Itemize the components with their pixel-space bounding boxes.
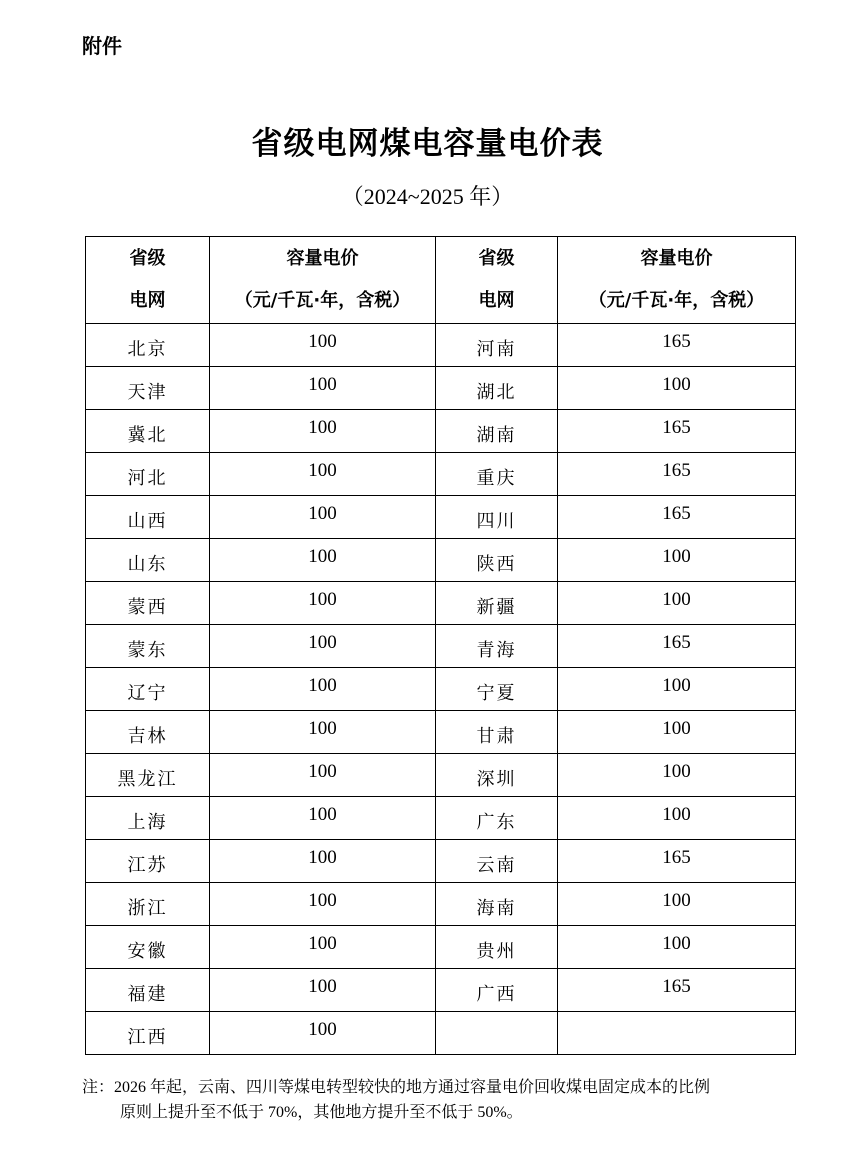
footnote — [82, 1075, 802, 1125]
footnote-line1: 注：2026 年起，云南、四川等煤电转型较快的地方通过容量电价回收煤电固定成本的比例 — [82, 1079, 711, 1096]
grid-name-cell: 广东 — [436, 797, 558, 840]
footnote-line2: 原则上提升至不低于 70%，其他地方提升至不低于 50%。 — [120, 1104, 523, 1121]
capacity-price-cell: 100 — [558, 711, 796, 754]
capacity-price-cell: 165 — [558, 969, 796, 1012]
header-price-line1: 容量电价 — [286, 248, 359, 269]
grid-name-cell: 辽宁 — [86, 668, 210, 711]
grid-name-cell: 重庆 — [436, 453, 558, 496]
table-header — [86, 237, 796, 324]
capacity-price-cell: 100 — [210, 840, 436, 883]
document-subtitle: （2024~2025 年） — [341, 184, 514, 209]
capacity-price-cell: 100 — [210, 754, 436, 797]
table-row — [86, 582, 796, 625]
table-row — [86, 926, 796, 969]
grid-name-cell: 山东 — [86, 539, 210, 582]
grid-name-cell: 湖南 — [436, 410, 558, 453]
header-grid-line2: 电网 — [478, 290, 515, 311]
capacity-price-cell: 165 — [558, 840, 796, 883]
capacity-price-cell: 100 — [210, 969, 436, 1012]
header-row — [86, 237, 796, 324]
grid-name-cell: 江苏 — [86, 840, 210, 883]
capacity-price-cell: 100 — [210, 539, 436, 582]
grid-name-cell: 广西 — [436, 969, 558, 1012]
table-row — [86, 711, 796, 754]
capacity-price-cell: 100 — [558, 539, 796, 582]
grid-name-cell: 浙江 — [86, 883, 210, 926]
capacity-price-cell: 100 — [210, 668, 436, 711]
capacity-price-cell: 100 — [210, 926, 436, 969]
capacity-price-cell: 100 — [210, 496, 436, 539]
grid-name-cell: 蒙西 — [86, 582, 210, 625]
grid-name-cell — [436, 1012, 558, 1055]
grid-name-cell: 新疆 — [436, 582, 558, 625]
header-grid-left — [86, 237, 210, 324]
header-price-line2: （元/千瓦·年，含税） — [588, 290, 765, 311]
header-grid-right — [436, 237, 558, 324]
capacity-price-cell: 100 — [558, 926, 796, 969]
capacity-price-cell: 100 — [210, 1012, 436, 1055]
capacity-price-table — [85, 236, 796, 1055]
grid-name-cell: 北京 — [86, 324, 210, 367]
grid-name-cell: 山西 — [86, 496, 210, 539]
capacity-price-cell: 100 — [558, 367, 796, 410]
capacity-price-cell: 100 — [210, 410, 436, 453]
header-price-left — [210, 237, 436, 324]
capacity-price-cell: 100 — [210, 883, 436, 926]
grid-name-cell: 云南 — [436, 840, 558, 883]
grid-name-cell: 湖北 — [436, 367, 558, 410]
grid-name-cell: 宁夏 — [436, 668, 558, 711]
grid-name-cell: 甘肃 — [436, 711, 558, 754]
table-row — [86, 797, 796, 840]
table-body — [86, 324, 796, 1055]
capacity-price-cell: 100 — [210, 453, 436, 496]
document-title: 省级电网煤电容量电价表 — [251, 126, 604, 162]
grid-name-cell: 冀北 — [86, 410, 210, 453]
capacity-price-cell: 100 — [210, 711, 436, 754]
grid-name-cell: 深圳 — [436, 754, 558, 797]
table-row — [86, 1012, 796, 1055]
capacity-price-cell: 165 — [558, 410, 796, 453]
table-row — [86, 754, 796, 797]
table-row — [86, 496, 796, 539]
grid-name-cell: 蒙东 — [86, 625, 210, 668]
header-grid-line1: 省级 — [478, 248, 515, 269]
capacity-price-cell: 100 — [210, 324, 436, 367]
table-row — [86, 367, 796, 410]
capacity-price-cell: 100 — [558, 797, 796, 840]
grid-name-cell: 陕西 — [436, 539, 558, 582]
grid-name-cell: 福建 — [86, 969, 210, 1012]
capacity-price-cell: 100 — [558, 668, 796, 711]
header-price-line2: （元/千瓦·年，含税） — [234, 290, 411, 311]
capacity-price-cell — [558, 1012, 796, 1055]
table-row — [86, 668, 796, 711]
table-row — [86, 840, 796, 883]
table-row — [86, 625, 796, 668]
grid-name-cell: 青海 — [436, 625, 558, 668]
capacity-price-cell: 100 — [210, 625, 436, 668]
table-row — [86, 539, 796, 582]
grid-name-cell: 黑龙江 — [86, 754, 210, 797]
capacity-price-cell: 100 — [210, 367, 436, 410]
capacity-price-cell: 165 — [558, 496, 796, 539]
capacity-price-cell: 165 — [558, 324, 796, 367]
capacity-price-cell: 165 — [558, 625, 796, 668]
attachment-label: 附件 — [82, 34, 122, 58]
table-row — [86, 883, 796, 926]
header-grid-line1: 省级 — [129, 248, 166, 269]
capacity-price-cell: 100 — [210, 797, 436, 840]
capacity-price-cell: 165 — [558, 453, 796, 496]
capacity-price-cell: 100 — [558, 883, 796, 926]
capacity-price-cell: 100 — [558, 582, 796, 625]
header-price-line1: 容量电价 — [640, 248, 713, 269]
grid-name-cell: 四川 — [436, 496, 558, 539]
table-row — [86, 410, 796, 453]
capacity-price-cell: 100 — [210, 582, 436, 625]
capacity-price-cell: 100 — [558, 754, 796, 797]
grid-name-cell: 河北 — [86, 453, 210, 496]
table-row — [86, 453, 796, 496]
grid-name-cell: 河南 — [436, 324, 558, 367]
header-price-right — [558, 237, 796, 324]
grid-name-cell: 海南 — [436, 883, 558, 926]
header-grid-line2: 电网 — [129, 290, 166, 311]
grid-name-cell: 贵州 — [436, 926, 558, 969]
grid-name-cell: 上海 — [86, 797, 210, 840]
grid-name-cell: 江西 — [86, 1012, 210, 1055]
table-row — [86, 324, 796, 367]
grid-name-cell: 安徽 — [86, 926, 210, 969]
grid-name-cell: 吉林 — [86, 711, 210, 754]
grid-name-cell: 天津 — [86, 367, 210, 410]
table-row — [86, 969, 796, 1012]
